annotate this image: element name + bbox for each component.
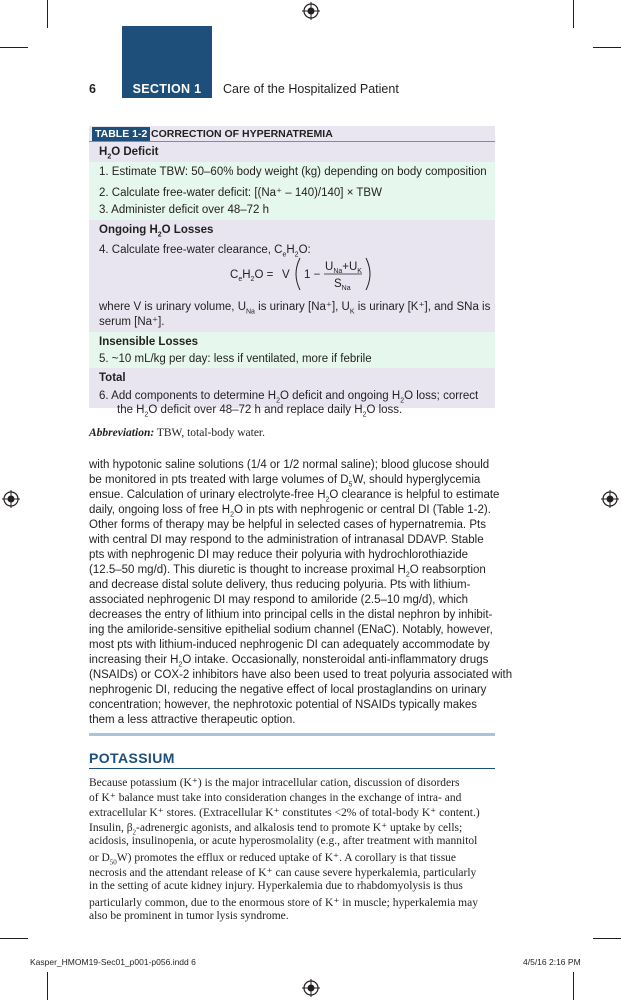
body-text-line: also be prominent in tumor lysis syndrome. <box>89 910 289 922</box>
body-text-line: (12.5–50 mg/d). This diuretic is thought to increase proximal $H_2O$ reabsorption <box>89 564 486 579</box>
h2o-deficit-heading: $H_2O$ Deficit <box>99 146 159 161</box>
registration-mark-icon <box>302 979 320 997</box>
body-text-line: ensue. Calculation of urinary electrolyte-free $H_2O$ clearance is helpful to estimate <box>89 489 500 504</box>
body-text-line: extracellular K⁺ stores. (Extracellular K⁺ constitutes <2% of total-body K⁺ content.) <box>89 807 480 819</box>
body-text-line: in the setting of acute kidney injury. Hyperkalemia due to rhabdomyolysis is thus <box>89 880 463 892</box>
body-text-line: particularly common, due to the enormous store of K⁺ in muscle; hyperkalemia may <box>89 897 478 909</box>
page-number: 6 <box>89 82 96 96</box>
registration-mark-icon <box>601 490 619 508</box>
potassium-heading: POTASSIUM <box>89 750 175 766</box>
crop-mark <box>593 47 621 48</box>
body-text-line: of K⁺ balance must take into consideration changes in the exchange of intra- and <box>89 792 462 804</box>
body-text-line: pts with nephrogenic DI may reduce their polyuria with hydrochlorothiazide <box>89 549 469 561</box>
body-text-line: Other forms of therapy may be helpful in selected cases of hypernatremia. Pts <box>89 519 486 531</box>
body-text-line: nephrogenic DI, reducing the negative effect of local prostaglandins on urinary <box>89 684 487 696</box>
crop-mark <box>0 47 28 48</box>
body-text-line: with central DI may respond to the administration of intranasal DDAVP. Stable <box>89 534 484 546</box>
svg-text:CeH2O =: $C_eH_2O$ = <box>230 269 274 283</box>
table-item: 1. Estimate TBW: 50–60% body weight (kg) depending on body composition <box>99 166 487 178</box>
body-text-line: (NSAIDs) or COX-2 inhibitors have also been used to treat polyuria associated with <box>89 669 513 681</box>
crop-mark <box>573 0 574 28</box>
total-heading: Total <box>99 372 126 384</box>
body-text-line: most pts with lithium-induced nephrogenic DI can adequately accommodate by <box>89 639 490 651</box>
body-text-line: daily, ongoing loss of free $H_2O$ in pts with nephrogenic or central DI (Table 1-2). <box>89 504 491 519</box>
ongoing-losses-heading: Ongoing $H_2O$ Losses <box>99 224 214 239</box>
table-item: the $H_2O$ deficit over 48–72 h and replace daily $H_2O$ loss. <box>117 404 403 419</box>
table-number: TABLE 1-2 <box>92 127 150 141</box>
table-item: 5. ~10 mL/kg per day: less if ventilated, more if febrile <box>99 353 372 365</box>
body-text-line: Insulin, $\beta_2$-adrenergic agonists, and alkalosis tend to promote K⁺ uptake by cells; <box>89 822 463 837</box>
registration-mark-icon <box>2 490 20 508</box>
crop-mark <box>47 0 48 28</box>
footer-timestamp: 4/5/16 2:16 PM <box>523 957 581 967</box>
table-item: 3. Administer deficit over 48–72 h <box>99 204 270 216</box>
table-item: 6. Add components to determine $H_2O$ deficit and ongoing $H_2O$ loss; correct <box>99 390 479 405</box>
crop-mark <box>573 972 574 1000</box>
body-text-line: increasing their $H_2O$ intake. Occasionally, nonsteroidal anti-inflammatory drugs <box>89 654 489 669</box>
body-text-line: be monitored in pts treated with large volumes of $D_5W$, should hyperglycemia <box>89 474 481 489</box>
crop-mark <box>593 938 621 939</box>
footer-file-slug: Kasper_HMOM19-Sec01_p001-p056.indd 6 <box>30 957 196 967</box>
body-text-line: and decrease distal solute delivery, thus reducing polyuria. Pts with lithium- <box>89 579 471 591</box>
insensible-losses-heading: Insensible Losses <box>99 336 199 348</box>
crop-mark <box>47 972 48 1000</box>
svg-text:1 −: 1 − <box>304 269 321 281</box>
heading-underline <box>89 768 495 769</box>
table-item: serum [Na⁺]. <box>99 316 165 328</box>
body-text-line: or $D_{50}W$) promotes the efflux or reduced uptake of K⁺. A corollary is that tissue <box>89 852 457 867</box>
svg-text:UNa+UK: $U_{Na}+U_K$ <box>325 261 362 275</box>
free-water-clearance-formula <box>230 253 380 295</box>
body-text-line: them a less attractive therapeutic option. <box>89 714 296 726</box>
body-text-line: ing the amiloride-sensitive epithelial sodium channel (ENaC). Notably, however, <box>89 624 493 636</box>
registration-mark-icon <box>302 2 320 20</box>
crop-mark <box>0 938 28 939</box>
body-text-line: necrosis and the attendant release of K⁺ can cause severe hyperkalemia, particularly <box>89 867 477 879</box>
section-label: SECTION 1 <box>132 82 202 96</box>
svg-text:SNa: $S_{Na}$ <box>334 278 351 292</box>
table-abbreviation: Abbreviation: TBW, total-body water. <box>89 427 266 439</box>
section-rule <box>89 733 495 736</box>
body-text-line: Because potassium (K⁺) is the major intracellular cation, discussion of disorders <box>89 777 460 789</box>
table-item: where V is urinary volume, $U_{Na}$ is urinary [Na⁺], $U_K$ is urinary [K⁺], and SNa is <box>99 301 491 316</box>
body-text-line: with hypotonic saline solutions (1/4 or 1/2 normal saline); blood glucose should <box>89 459 490 471</box>
body-text-line: acidosis, insulinopenia, or acute hyperosmolality (e.g., after treatment with mannitol <box>89 835 478 847</box>
body-text-line: concentration; however, the nephrotoxic potential of NSAIDs typically makes <box>89 699 478 711</box>
body-text-line: associated nephrogenic DI may respond to amiloride (2.5–10 mg/d), which <box>89 594 469 606</box>
table-item: 2. Calculate free-water deficit: [(Na⁺ – 140)/140] × TBW <box>99 187 382 199</box>
svg-text:V: V <box>282 269 290 281</box>
running-title: Care of the Hospitalized Patient <box>223 82 399 96</box>
table-title: CORRECTION OF HYPERNATREMIA <box>151 128 333 140</box>
body-text-line: decreases the entry of lithium into principal cells in the distal nephron by inhibit- <box>89 609 493 621</box>
table-item: 4. Calculate free-water clearance, $C_eH_2O$: <box>99 244 311 259</box>
